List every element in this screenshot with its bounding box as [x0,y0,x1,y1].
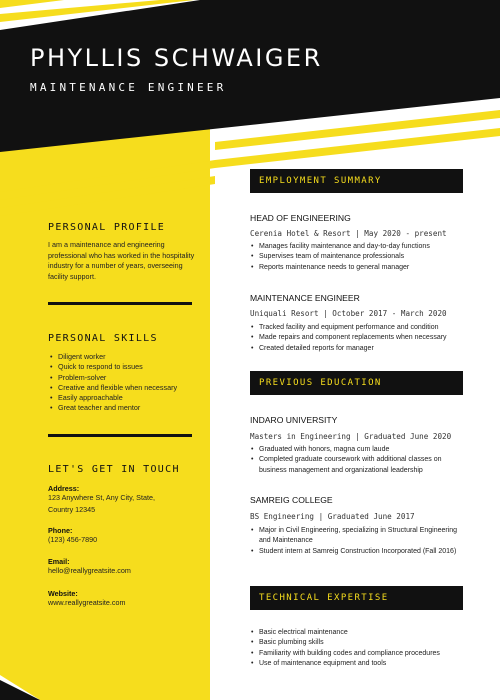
list-item: • Use of maintenance equipment and tools [250,659,465,669]
education-heading: PREVIOUS EDUCATION [250,371,463,395]
section-divider [48,302,192,305]
school-title: INDARO UNIVERSITY [250,415,338,425]
job-title: MAINTENANCE ENGINEER [250,293,360,303]
website-value: www.reallygreatsite.com [48,598,126,607]
job-subtitle: Uniquali Resort | October 2017 - March 2020 [250,309,447,318]
job-title: HEAD OF ENGINEERING [250,213,351,223]
list-item: • Major in Civil Engineering, specializing in Structural Engineering and Maintenance [250,526,465,547]
list-item: • Familiarity with building codes and compliance procedures [250,649,465,659]
list-item: • Graduated with honors, magna cum laude [250,445,465,455]
school-title: SAMREIG COLLEGE [250,495,333,505]
job-duties [250,242,465,273]
list-item: • Tracked facility and equipment performance and condition [250,323,465,333]
list-item: • Diligent worker [48,352,198,362]
yellow-stripe [0,0,64,8]
employment-heading: EMPLOYMENT SUMMARY [250,169,463,193]
list-item: • Quick to respond to issues [48,362,198,372]
expertise-list [250,628,465,669]
address-label: Address: [48,484,80,493]
person-name: PHYLLIS SCHWAIGER [30,44,323,72]
address-line: Country 12345 [48,505,96,514]
list-item: • Supervises team of maintenance professionals [250,252,465,262]
list-item: • Basic plumbing skills [250,638,465,648]
list-item: • Reports maintenance needs to general manager [250,263,465,273]
list-item: • Created detailed reports for manager [250,344,465,354]
job-duties [250,323,465,354]
phone-value: (123) 456-7890 [48,535,98,544]
list-item: • Completed graduate coursework with additional classes on business management and organizational leadership [250,455,465,476]
section-divider [48,434,192,437]
list-item: • Made repairs and component replacements when necessary [250,333,465,343]
profile-heading: PERSONAL PROFILE [48,222,166,233]
contact-heading: LET'S GET IN TOUCH [48,464,180,475]
school-subtitle: Masters in Engineering | Graduated June 2020 [250,432,452,441]
email-label: Email: [48,557,70,566]
website-label: Website: [48,589,78,598]
phone-label: Phone: [48,526,73,535]
profile-text: I am a maintenance and engineering professional who has worked in the hospitality industry for a number of years, overseeing facility support. [48,240,195,281]
address-line: 123 Anywhere St, Any City, State, [48,493,155,502]
expertise-heading: TECHNICAL EXPERTISE [250,586,463,610]
school-subtitle: BS Engineering | Graduated June 2017 [250,512,415,521]
list-item: • Basic electrical maintenance [250,628,465,638]
school-details [250,526,465,557]
list-item: • Manages facility maintenance and day-to-day functions [250,242,465,252]
email-value: hello@reallygreatsite.com [48,566,131,575]
skills-heading: PERSONAL SKILLS [48,333,158,344]
skills-list [48,352,198,414]
list-item: • Problem-solver [48,373,198,383]
list-item: • Student intern at Samreig Construction Incorporated (Fall 2016) [250,547,465,557]
job-subtitle: Cerenia Hotel & Resort | May 2020 - present [250,229,447,238]
list-item: • Great teacher and mentor [48,403,198,413]
job-role: MAINTENANCE ENGINEER [30,81,227,94]
header-band [0,0,500,152]
list-item: • Creative and flexible when necessary [48,383,198,393]
school-details [250,445,465,476]
list-item: • Easily approachable [48,393,198,403]
